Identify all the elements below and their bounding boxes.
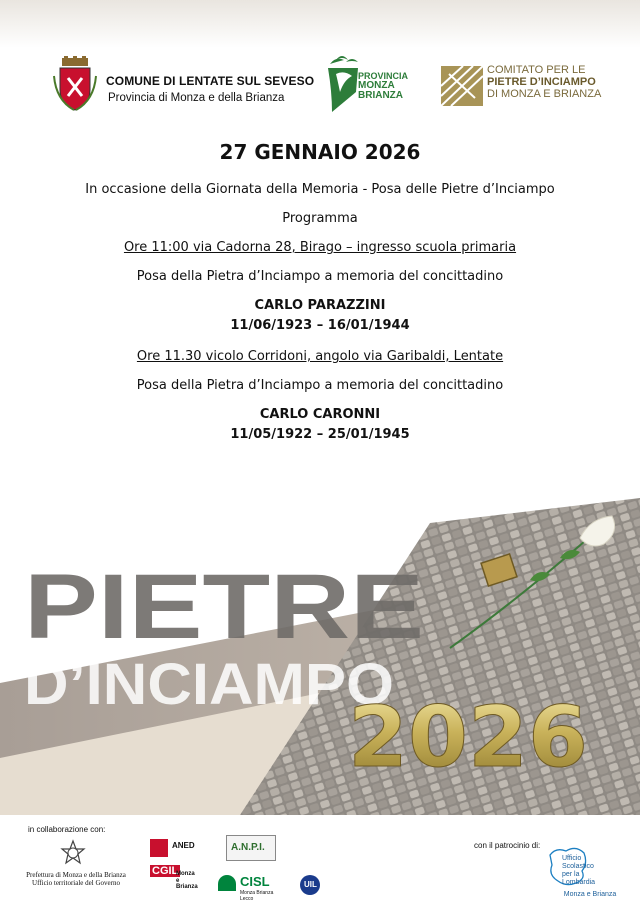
ufficio-line3: per la — [562, 871, 580, 878]
event-occasion: In occasione della Giornata della Memoria - Posa delle Pietre d’Inciampo — [85, 182, 555, 197]
comitato-line3: DI MONZA E BRIANZA — [487, 88, 602, 100]
aned-text: ANED — [172, 841, 195, 850]
aned-it-mark — [150, 839, 168, 857]
anpi-text: A.N.P.I. — [231, 842, 265, 853]
top-band — [0, 0, 640, 48]
provincia-word: PROVINCIA — [358, 71, 409, 81]
prefettura-line2: Ufficio territoriale del Governo — [32, 879, 120, 887]
item2-time-place: Ore 11.30 vicolo Corridoni, angolo via Garibaldi, Lentate — [136, 349, 504, 364]
item2-dates: 11/05/1922 – 25/01/1945 — [230, 427, 410, 442]
ufficio-subtext: Monza e Brianza — [563, 891, 617, 898]
footer — [0, 815, 640, 900]
pietre-graphic — [0, 498, 640, 815]
collab-label: in collaborazione con: — [28, 825, 106, 834]
cisl-text: CISL — [240, 874, 270, 889]
item2-description: Posa della Pietra d’Inciampo a memoria del concittadino — [136, 378, 504, 393]
comune-name: COMUNE DI LENTATE SUL SEVESO — [106, 74, 315, 88]
comune-subtitle: Provincia di Monza e della Brianza — [108, 92, 285, 104]
anpi-logo — [226, 835, 276, 861]
ufficio-text — [562, 855, 612, 887]
provincia-brianza: BRIANZA — [358, 90, 403, 101]
comune-crest-icon — [52, 56, 98, 112]
cgil-logo — [150, 865, 200, 895]
event-date: 27 GENNAIO 2026 — [219, 140, 421, 164]
item1-description: Posa della Pietra d’Inciampo a memoria del concittadino — [136, 269, 504, 284]
patrocinio-label: con il patrocinio di: — [474, 841, 541, 850]
italian-emblem-icon — [58, 839, 88, 867]
program-heading: Programma — [282, 211, 358, 226]
item1-time-place: Ore 11:00 via Cadorna 28, Birago – ingresso scuola primaria — [123, 240, 517, 255]
comitato-line1: COMITATO PER LE — [487, 64, 586, 76]
cisl-mark — [218, 875, 236, 891]
ufficio-line1: Ufficio — [562, 855, 582, 862]
header — [0, 50, 640, 120]
ufficio-line2: Scolastico — [562, 863, 594, 870]
prefettura-text — [22, 871, 130, 887]
graphic-year: 2026 — [348, 688, 588, 786]
graphic-word-pietre: PIETRE — [24, 556, 424, 658]
item2-name: CARLO CARONNI — [259, 407, 381, 422]
cgil-monza: Monza — [176, 871, 195, 877]
comitato-line2: PIETRE D’INCIAMPO — [487, 76, 596, 88]
cgil-text: CGIL — [152, 865, 179, 877]
aned-logo — [150, 839, 210, 859]
prefettura-line1: Prefettura di Monza e della Brianza — [26, 871, 126, 879]
cisl-logo — [218, 873, 288, 899]
provincia-logo-text — [358, 72, 408, 101]
provincia-monza: MONZA — [358, 80, 395, 91]
ufficio-line4: Lombardia — [562, 879, 596, 886]
event-program — [0, 140, 640, 458]
cisl-subtext: Monza Brianza Lecco — [240, 890, 274, 900]
comitato-logo-icon — [441, 66, 483, 106]
item1-name: CARLO PARAZZINI — [254, 298, 386, 313]
item1-dates: 11/06/1923 – 16/01/1944 — [230, 318, 410, 333]
comitato-logo-text — [487, 64, 601, 100]
uil-text: UIL — [304, 880, 317, 889]
graphic-word-inciampo: D’INCIAMPO — [24, 652, 394, 717]
cgil-brianza: e Brianza — [176, 878, 198, 890]
uil-logo — [300, 875, 370, 899]
